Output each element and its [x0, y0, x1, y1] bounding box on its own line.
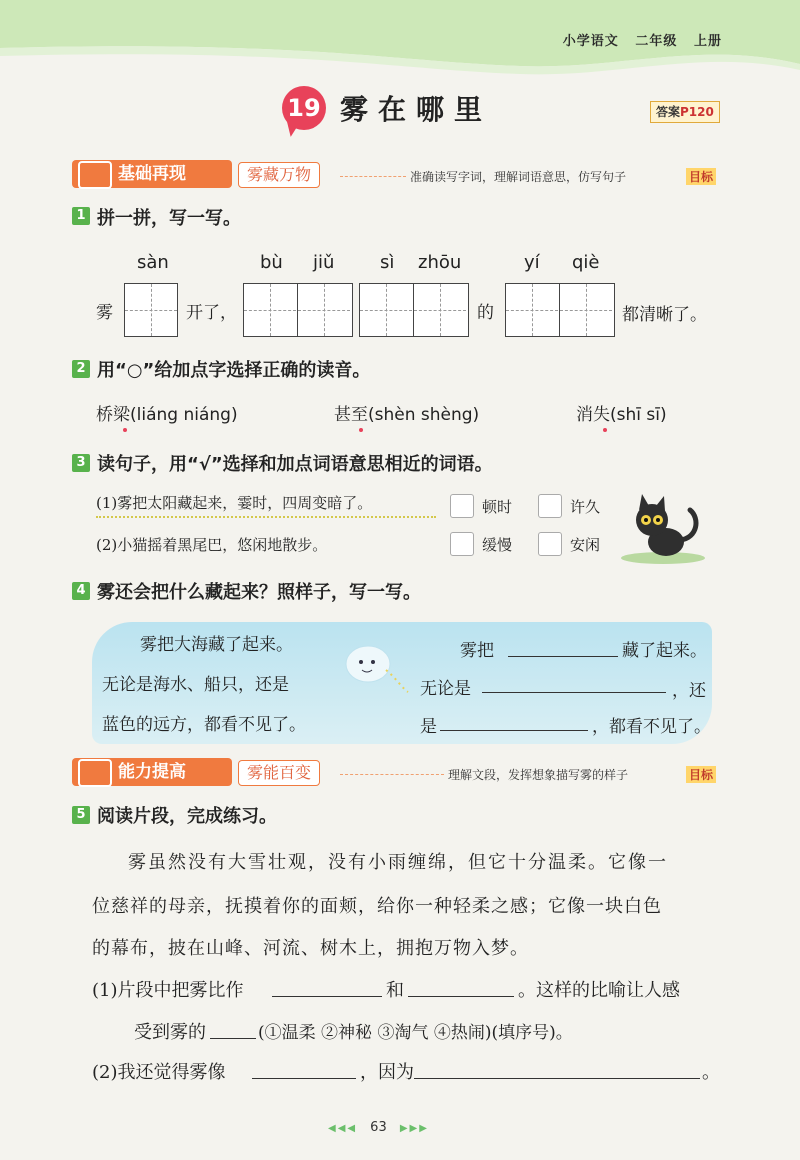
arrows-left-icon: ◀◀◀: [328, 1123, 358, 1134]
pinyin-6: yí: [524, 252, 540, 273]
header-wave: [0, 0, 800, 100]
section2-subtitle: 雾能百变: [238, 760, 320, 786]
fill-line-1a: 雾把: [460, 641, 494, 661]
fill-line-1b: 藏了起来。: [622, 641, 707, 661]
q3-text: 读句子，用“√”选择和加点词语意思相近的词语。: [97, 454, 493, 475]
header-subject: 小学语文: [562, 34, 619, 49]
fill-line-3b: ，都看不见了。: [592, 717, 711, 737]
header-info: [563, 30, 722, 49]
q3-badge: 3: [72, 454, 90, 472]
q5-part2-c: 。: [702, 1062, 720, 1083]
answer-blank[interactable]: [508, 656, 618, 657]
fill-line-3a: 是: [420, 717, 437, 737]
section1-divider: [340, 176, 406, 177]
fog-sprite-illustration: [328, 632, 418, 702]
q3-sentence-1: (1)雾把太阳藏起来，霎时，四周变暗了。: [96, 494, 373, 512]
section2-banner: [72, 758, 232, 786]
q3-sentence-2: (2)小猫摇着黑尾巴，悠闲地散步。: [96, 536, 328, 554]
q1-text-2: 的: [477, 303, 494, 323]
q3-checkbox-1b[interactable]: [538, 494, 562, 518]
section1-goal: 准确读写字词，理解词语意思，仿写句子: [410, 170, 627, 184]
q3-option-2b: 安闲: [570, 536, 601, 554]
q5-part2-b: ，因为: [360, 1062, 414, 1083]
q5-part1-e: (①温柔 ②神秘 ③淘气 ④热闹)(填序号)。: [258, 1023, 573, 1043]
writing-grid-1[interactable]: [124, 283, 178, 337]
example-line-2: 无论是海水、船只，还是: [102, 675, 289, 695]
writing-grid-4[interactable]: [505, 283, 615, 337]
fill-line-2a: 无论是: [420, 679, 471, 699]
q3-option-1a: 顿时: [482, 498, 513, 516]
q1-text: 拼一拼，写一写。: [97, 208, 241, 229]
q5-part1-c: 。这样的比喻让人感: [518, 980, 680, 1001]
answer-blank[interactable]: [408, 996, 514, 997]
pinyin-4: sì: [380, 252, 395, 273]
q2-item-1[interactable]: 桥梁(liáng niáng): [96, 405, 238, 425]
book-icon: [78, 759, 112, 787]
section2-goal: 理解文段，发挥想象描写雾的样子: [448, 768, 629, 782]
q3-checkbox-2a[interactable]: [450, 532, 474, 556]
example-line-3: 蓝色的远方，都看不见了。: [102, 715, 306, 735]
header-volume: 上册: [693, 34, 722, 49]
q5-part1-d: 受到雾的: [134, 1022, 206, 1043]
q5-badge: 5: [72, 806, 90, 824]
page-number: 63: [370, 1120, 387, 1135]
section2-goal-tag: 目标: [686, 766, 716, 783]
section1-banner: [72, 160, 232, 188]
passage-line-3: 的幕布，披在山峰、河流、树木上，拥抱万物入梦。: [92, 938, 529, 959]
answer-page: P120: [680, 105, 714, 119]
emphasis-dot: [603, 428, 607, 432]
q3-option-1b: 许久: [570, 498, 601, 516]
lesson-title: 雾在哪里: [340, 93, 493, 126]
q1-prefix: 雾: [96, 303, 113, 323]
emphasis-dot: [123, 428, 127, 432]
q2-text: 用“○”给加点字选择正确的读音。: [97, 360, 371, 381]
answer-blank[interactable]: [414, 1078, 700, 1079]
answer-blank[interactable]: [252, 1078, 356, 1079]
kitten-illustration: [618, 492, 708, 564]
q1-text-1: 开了，: [186, 303, 237, 323]
q4-badge: 4: [72, 582, 90, 600]
pinyin-7: qiè: [572, 252, 600, 273]
pinyin-3: jiǔ: [313, 252, 335, 273]
answer-label: 答案: [656, 105, 681, 119]
q4-text: 雾还会把什么藏起来？照样子，写一写。: [97, 582, 421, 603]
header-grade: 二年级: [635, 34, 678, 49]
passage-line-1: 雾虽然没有大雪壮观，没有小雨缠绵，但它十分温柔。它像一: [128, 852, 668, 873]
pinyin-1: sàn: [137, 252, 169, 273]
answer-blank[interactable]: [210, 1038, 256, 1039]
example-line-1: 雾把大海藏了起来。: [140, 635, 293, 655]
answer-blank[interactable]: [272, 996, 382, 997]
passage-line-2: 位慈祥的母亲，抚摸着你的面颊，给你一种轻柔之感；它像一块白色: [92, 896, 662, 917]
highlight-dots: [96, 516, 436, 518]
q2-item-3[interactable]: 消失(shī sī): [576, 405, 667, 425]
writing-grid-3[interactable]: [359, 283, 469, 337]
q5-text: 阅读片段，完成练习。: [97, 806, 277, 827]
q1-text-3: 都清晰了。: [622, 305, 707, 325]
q2-badge: 2: [72, 360, 90, 378]
q5-part1-a: (1)片段中把雾比作: [92, 980, 244, 1001]
q5-part1-b: 和: [386, 980, 404, 1001]
emphasis-dot: [359, 428, 363, 432]
book-icon: [78, 161, 112, 189]
q5-part2-a: (2)我还觉得雾像: [92, 1062, 226, 1083]
pinyin-5: zhōu: [418, 252, 462, 273]
arrows-right-icon: ▶▶▶: [399, 1123, 429, 1134]
section1-goal-tag: 目标: [686, 168, 716, 185]
section2-title: 能力提高: [118, 762, 186, 782]
writing-grid-2[interactable]: [243, 283, 353, 337]
section2-divider: [340, 774, 444, 775]
q2-item-2[interactable]: 甚至(shèn shèng): [334, 405, 480, 425]
pinyin-2: bù: [260, 252, 283, 273]
q1-badge: 1: [72, 207, 90, 225]
answer-reference: [650, 101, 720, 123]
footer-nav: [328, 1116, 429, 1135]
lesson-number: 19: [282, 86, 326, 130]
section1-title: 基础再现: [118, 164, 186, 184]
answer-blank[interactable]: [440, 730, 588, 731]
fill-line-2b: ，还: [672, 681, 706, 701]
section1-subtitle: 雾藏万物: [238, 162, 320, 188]
q3-option-2a: 缓慢: [482, 536, 513, 554]
q3-checkbox-2b[interactable]: [538, 532, 562, 556]
q3-checkbox-1a[interactable]: [450, 494, 474, 518]
answer-blank[interactable]: [482, 692, 666, 693]
